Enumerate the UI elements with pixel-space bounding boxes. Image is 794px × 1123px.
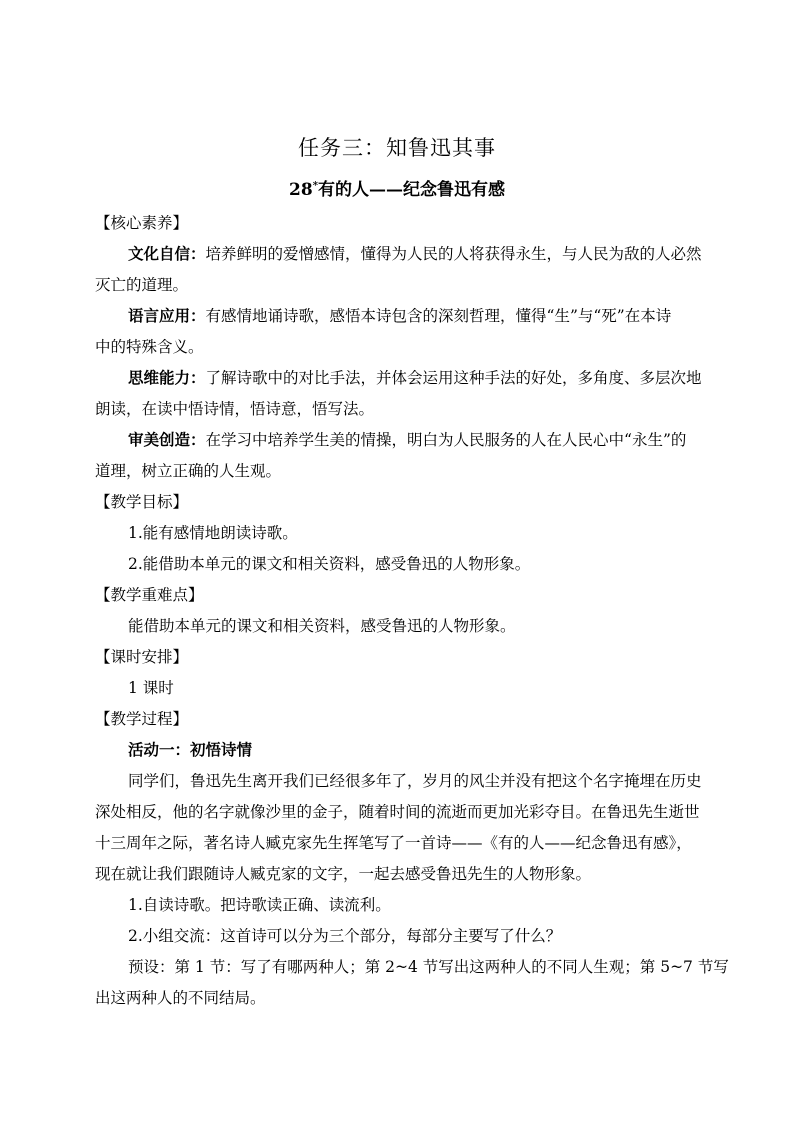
schedule-text: 1 课时 [128,679,174,697]
activity-step: 2.小组交流：这首诗可以分为三个部分，每部分主要写了什么？ [128,927,562,945]
goal-item: 2.能借助本单元的课文和相关资料，感受鲁迅的人物形象。 [128,555,531,573]
keypoint-text: 能借助本单元的课文和相关资料，感受鲁迅的人物形象。 [128,617,516,635]
core-language-label: 语言应用： [128,306,206,325]
section-schedule: 【课时安排】 [95,648,189,666]
core-aesthetic-label: 审美创造： [128,430,206,449]
preset-line: 出这两种人的不同结局。 [95,989,266,1007]
preset-line: 预设：第 1 节：写了有哪两种人；第 2~4 节写出这两种人的不同人生观；第 5~7 节写 [128,958,729,976]
goal-item: 1.能有感情地朗读诗歌。 [128,524,298,542]
core-culture [128,244,702,264]
activity-paragraph-line: 深处相反，他的名字就像沙里的金子，随着时间的流逝而更加光彩夺目。在鲁迅先生逝世 [95,803,700,821]
section-goals: 【教学目标】 [95,493,189,511]
activity-paragraph-line: 现在就让我们跟随诗人臧克家的文字，一起去感受鲁迅先生的人物形象。 [95,865,592,883]
lesson-subtitle [0,175,794,200]
activity-heading: 活动一：初悟诗情 [128,740,253,759]
section-keypoints: 【教学重难点】 [95,586,204,604]
core-aesthetic [128,430,686,450]
activity-paragraph-line: 十三周年之际，著名诗人臧克家先生挥笔写了一首诗——《有的人——纪念鲁迅有感》， [95,834,692,852]
section-core: 【核心素养】 [95,214,189,232]
core-culture-text: 培养鲜明的爱憎感情，懂得为人民的人将获得永生，与人民为敌的人必然 [205,245,702,263]
core-language [128,306,671,326]
core-thinking-label: 思维能力： [128,368,206,387]
core-culture-line2: 灭亡的道理。 [95,276,189,294]
core-thinking-line2: 朗读，在读中悟诗情，悟诗意，悟写法。 [95,400,375,418]
activity-step: 1.自读诗歌。把诗歌读正确、读流利。 [128,896,391,914]
lesson-title: 有的人——纪念鲁迅有感 [317,180,505,200]
lesson-mark: * [312,180,318,192]
section-process: 【教学过程】 [95,710,189,728]
core-aesthetic-line2: 道理，树立正确的人生观。 [95,462,282,480]
page-title: 任务三：知鲁迅其事 [298,136,496,160]
activity-paragraph-line: 同学们，鲁迅先生离开我们已经很多年了，岁月的风尘并没有把这个名字掩埋在历史 [128,772,702,790]
core-thinking [128,368,702,388]
lesson-number: 28 [289,180,313,200]
core-language-line2: 中的特殊含义。 [95,338,204,356]
core-culture-label: 文化自信： [128,244,206,263]
core-language-text: 有感情地诵诗歌，感悟本诗包含的深刻哲理，懂得“生”与“死”在本诗 [205,307,672,325]
core-thinking-text: 了解诗歌中的对比手法，并体会运用这种手法的好处，多角度、多层次地 [205,369,702,387]
core-aesthetic-text: 在学习中培养学生美的情操，明白为人民服务的人在人民心中“永生”的 [205,431,687,449]
